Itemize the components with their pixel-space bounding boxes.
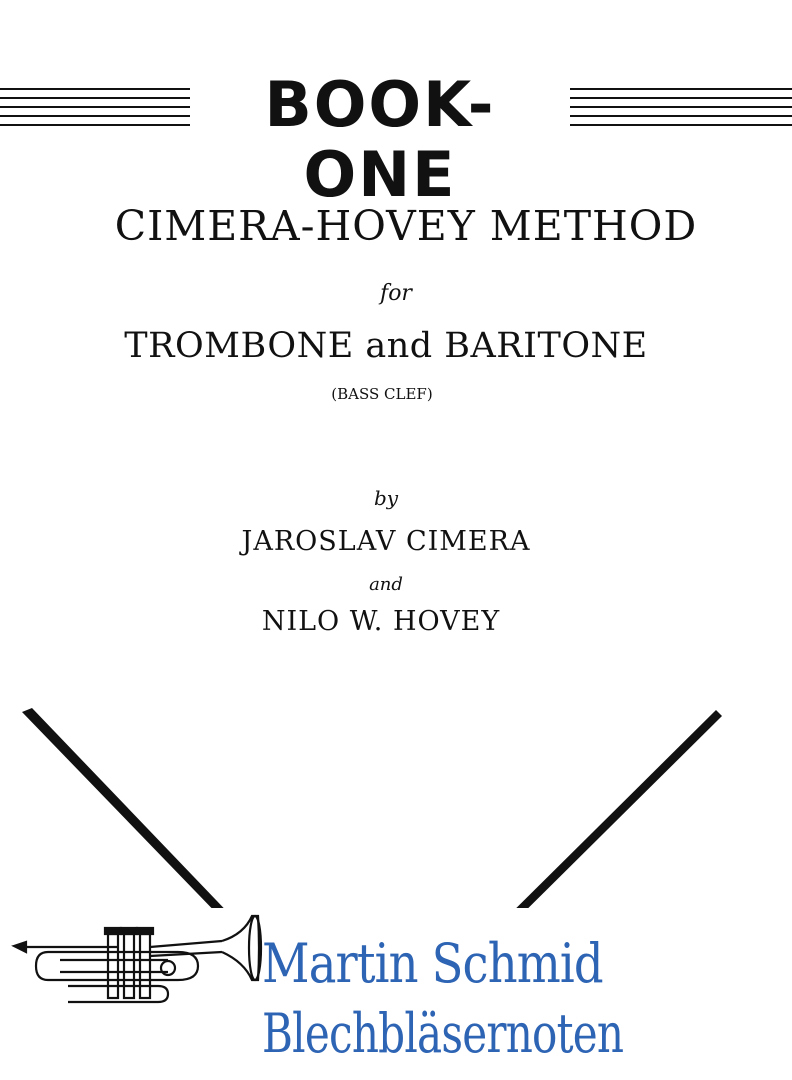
book-title: BOOK-ONE [190,70,570,140]
clef-note: (BASS CLEF) [331,385,433,403]
author-1: JAROSLAV CIMERA [241,526,531,557]
and-word: and [369,574,403,595]
for-word: for [380,281,412,306]
logo-name: Martin Schmid [262,932,603,995]
author-2: NILO W. HOVEY [261,606,501,637]
logo-subtitle: Blechbläsernoten [262,1002,624,1065]
trumpet-icon [8,908,278,1018]
by-word: by [373,486,399,510]
instruments-title: TROMBONE and BARITONE [124,326,648,366]
method-title: CIMERA-HOVEY METHOD [114,202,698,250]
shop-logo [0,908,792,1080]
